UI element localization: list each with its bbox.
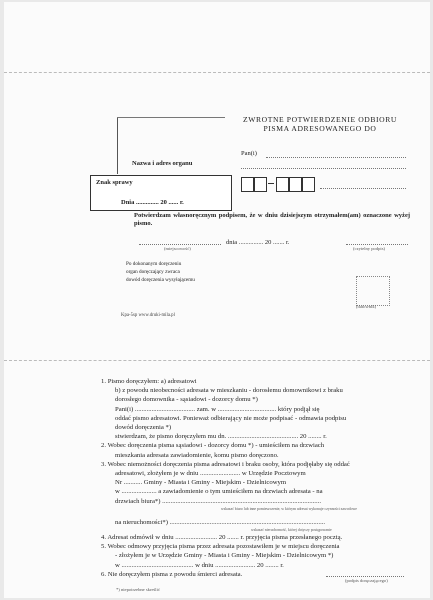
item-4: 4. Adresat odmówił w dniu ......................... 20 ....... r. przyjęcia pisma przesłanego pocztą. xyxy=(101,534,343,542)
postal-digit-box[interactable] xyxy=(302,177,315,192)
footnote: *) niepotrzebne skreślić xyxy=(116,587,160,592)
item-1-proof: dowód doręczenia *) xyxy=(115,424,172,432)
item-3-note: wskazać biuro lub inne pomieszczenie, w którym adresat wykonuje czynności zawodowe xyxy=(221,506,357,511)
item-3-cont: Nr ........... Gminy - Miasta i Gminy - Miejskim - Dzielnicowym xyxy=(115,479,287,487)
fold-line xyxy=(4,360,430,361)
addressee-line[interactable] xyxy=(241,168,406,169)
item-5: 5. Wobec odmowy przyjęcia pisma przez adresata pozostawiłem je w miejscu doręczenia xyxy=(101,543,340,551)
item-1-b: b) z powodu nieobecności adresata w mieszkaniu - dorosłemu domownikowi z braku xyxy=(115,387,343,395)
item-1-recipient: Pani(i) .................................... zam. w ................................... który podjął się xyxy=(115,405,320,413)
authority-name-label: Nazwa i adres organu xyxy=(132,160,193,167)
frame-line xyxy=(117,117,225,118)
item-3-cont: adresatowi, złożyłem je w dniu ........................ w Urzędzie Pocztowym xyxy=(115,470,306,478)
case-date: Dnia .............. 20 ...... r. xyxy=(121,199,184,206)
item-3-cont: w ..................... a zawiadomienie o tym umieściłem na drzwiach adresata - na xyxy=(115,488,323,496)
case-box xyxy=(90,175,232,211)
postal-digit-box[interactable] xyxy=(241,177,254,192)
item-3-office-door: drzwiach biura*) ............................................................................................... xyxy=(115,497,321,505)
form-page xyxy=(4,2,430,598)
confirm-statement: Potwierdzam własnoręcznym podpisem, że w dniu dzisiejszym otrzymałem(am) oznaczone wyżej pismo. xyxy=(134,212,410,227)
signature-caption: (czytelny podpis) xyxy=(353,246,386,251)
place-line[interactable] xyxy=(139,244,221,245)
postal-digit-box[interactable] xyxy=(289,177,302,192)
sign-date: dnia ............... 20 ....... r. xyxy=(226,239,290,246)
courier-signature-line[interactable] xyxy=(326,576,404,577)
item-2-cont: mieszkania adresata zawiadomienie, komu pismo doręczono. xyxy=(115,451,279,459)
courier-signature-caption: (podpis doręczającego) xyxy=(345,578,388,583)
addressee-label: Pan(i) xyxy=(241,150,257,157)
delivery-declaration xyxy=(101,377,415,579)
postmark-box xyxy=(356,276,390,306)
item-1-b-cont: dorosłego domownika - sąsiadowi - dozorcy domu *) xyxy=(115,396,258,404)
case-number-label: Znak sprawy xyxy=(96,179,133,186)
postmark-caption: (datownik) xyxy=(356,304,377,309)
postal-digit-box[interactable] xyxy=(254,177,267,192)
postal-digit-box[interactable] xyxy=(276,177,289,192)
fold-line xyxy=(4,72,430,73)
item-6: 6. Nie doręczyłem pisma z powodu śmierci adresata. xyxy=(101,570,243,578)
frame-line xyxy=(117,118,118,174)
form-title: ZWROTNE POTWIERDZENIE ODBIORU PISMA ADRESOWANEGO DO xyxy=(242,115,398,133)
form-code: Kpa-5sp www.druki-mila.pl xyxy=(121,313,175,318)
item-5-cont: - złożyłem je w Urzędzie Gminy - Miasta i Gminy - Miejskim - Dzielnicowym *) xyxy=(115,552,334,560)
item-5-cont: w ........................................... w dniu ........................ 20 ........ r. xyxy=(115,561,284,569)
return-instructions: Po dokonanym doręczeniu organ doręczający zwraca dowód doręczenia wysyłającemu xyxy=(126,261,195,283)
item-3-property: na nieruchomości*) ............................................................................................. xyxy=(115,518,326,526)
item-1-statement: stwierdzam, że pismo doręczyłem mu dn. .......................................... 20 ........ r. xyxy=(115,433,327,441)
item-1-title: 1. Pismo doręczyłem: a) adresatowi xyxy=(101,378,197,385)
item-1-refusal: oddać pismo adresatowi. Ponieważ odbierający nie może podpisać - odmawia podpisu xyxy=(115,414,347,422)
signature-line[interactable] xyxy=(346,244,408,245)
item-3-property-note: wskazać nieruchomość, której dotyczy postępowanie xyxy=(251,528,332,533)
postal-dash xyxy=(268,183,274,184)
item-2: 2. Wobec doręczenia pisma sąsiadowi - dozorcy domu *) - umieściłem na drzwiach xyxy=(101,442,325,450)
place-caption: (miejscowość) xyxy=(164,246,191,251)
item-3: 3. Wobec niemożności doręczenia pisma adresatowi i braku osoby, która podjęłaby się oddać xyxy=(101,460,350,468)
city-line[interactable] xyxy=(320,188,406,189)
addressee-line[interactable] xyxy=(266,157,406,158)
